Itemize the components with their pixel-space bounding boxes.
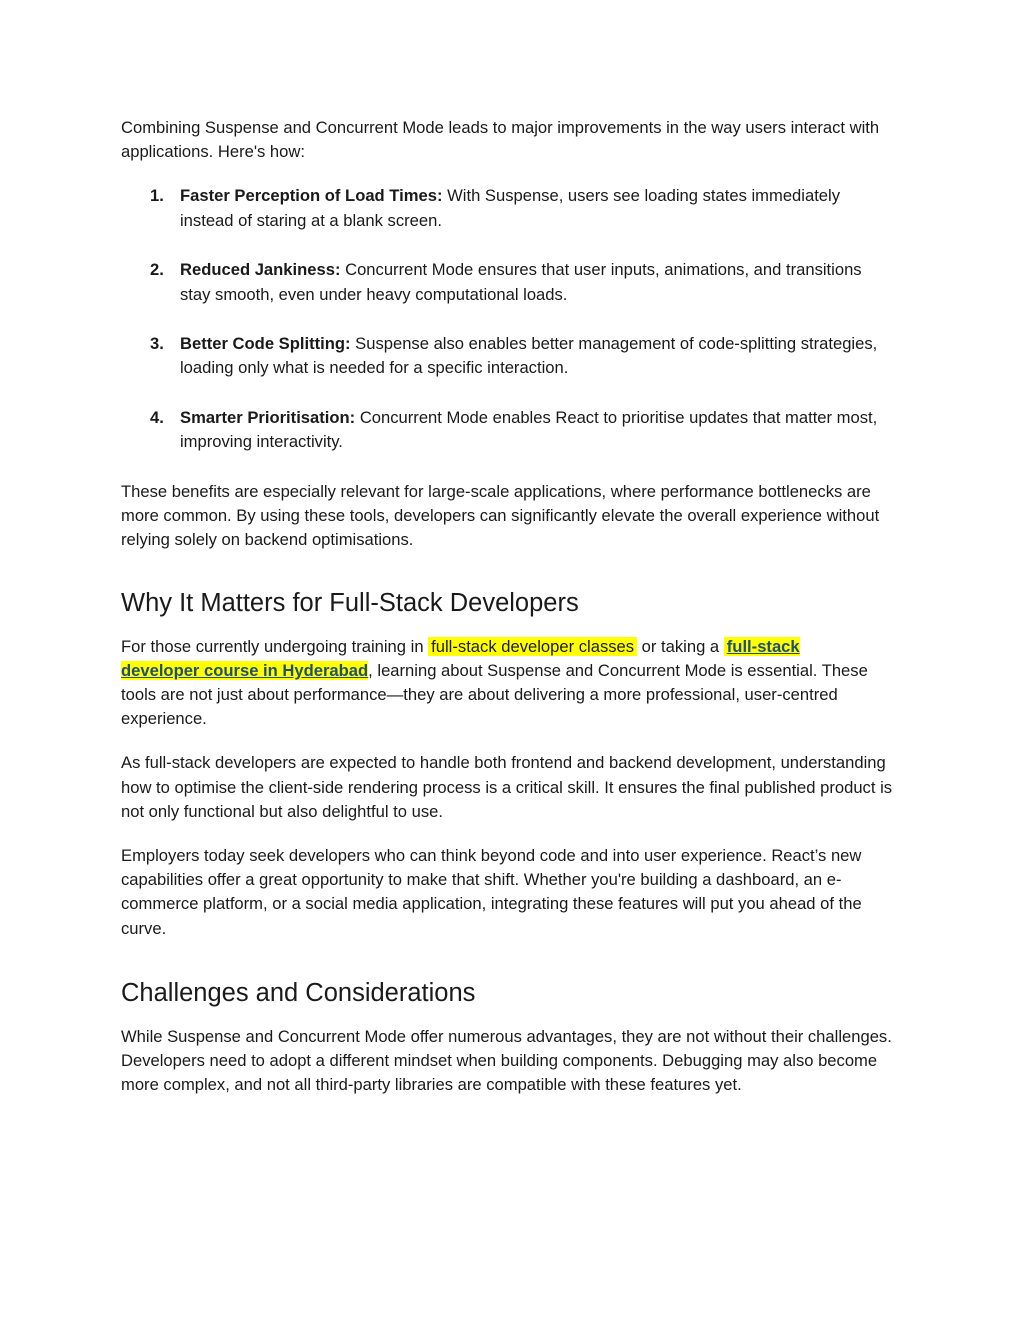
benefit-text: Concurrent Mode ensures that user inputs, animations, and transitions stay smooth, even under heavy computational loads. [180,260,862,304]
section-heading-why: Why It Matters for Full-Stack Developers [121,588,579,617]
why-paragraph-3: Employers today seek developers who can think beyond code and into user experience. React’s new capabilities offer a great opportunity to make that shift. Whether you're building a dashboard, an e-commerce platform, or a social media application, integrating these features will put you ahead of the curve. [121,846,862,938]
why-text-middle: or taking a [637,636,724,656]
benefit-item [121,258,896,306]
why-paragraph-1 [121,635,896,732]
benefit-item [121,406,896,454]
document-page [121,116,896,1097]
benefit-item [121,184,896,232]
benefit-term: Faster Perception of Load Times: [180,186,443,206]
benefit-term: Reduced Jankiness: [180,260,341,280]
why-paragraph-2: As full-stack developers are expected to handle both frontend and backend development, understanding how to optimise the client-side rendering process is a critical skill. It ensures the final published product is not only functional but also delightful to use. [121,753,893,821]
challenges-paragraph-1: While Suspense and Concurrent Mode offer numerous advantages, they are not without their challenges. Developers need to adopt a different mindset when building components. Debugging may also become more complex, and not all third-party libraries are compatible with these features yet. [121,1026,892,1095]
why-text-after: , learning about Suspense and Concurrent Mode is essential. These tools are not just about performance—they are about delivering a more professional, user-centred experience. [121,660,868,729]
benefit-text: Suspense also enables better management of code-splitting strategies, loading only what is needed for a specific interaction. [180,334,878,378]
highlighted-text: full-stack developer classes [428,637,637,656]
benefit-text: With Suspense, users see loading states immediately instead of staring at a blank screen. [180,186,841,230]
benefit-number: 1. [150,186,164,206]
benefit-text: Concurrent Mode enables React to prioritise updates that matter most, improving interactivity. [180,408,878,452]
benefit-item [121,332,896,380]
benefit-number: 2. [150,260,164,280]
benefits-list [121,184,896,454]
why-text-before: For those currently undergoing training in [121,636,429,656]
section-heading-challenges: Challenges and Considerations [121,978,476,1007]
course-link-continued[interactable]: developer course in Hyderabad [121,660,369,680]
intro-paragraph: Combining Suspense and Concurrent Mode leads to major improvements in the way users interact with applications. Here's how: [121,118,880,162]
course-link[interactable]: full-stack [724,637,800,656]
benefit-number: 3. [150,334,164,354]
benefit-term: Smarter Prioritisation: [180,408,356,428]
benefit-term: Better Code Splitting: [180,334,351,354]
benefits-summary-paragraph: These benefits are especially relevant for large-scale applications, where performance bottlenecks are more common. By using these tools, developers can significantly elevate the overall experience without relying solely on backend optimisations. [121,482,880,550]
benefit-number: 4. [150,408,164,428]
